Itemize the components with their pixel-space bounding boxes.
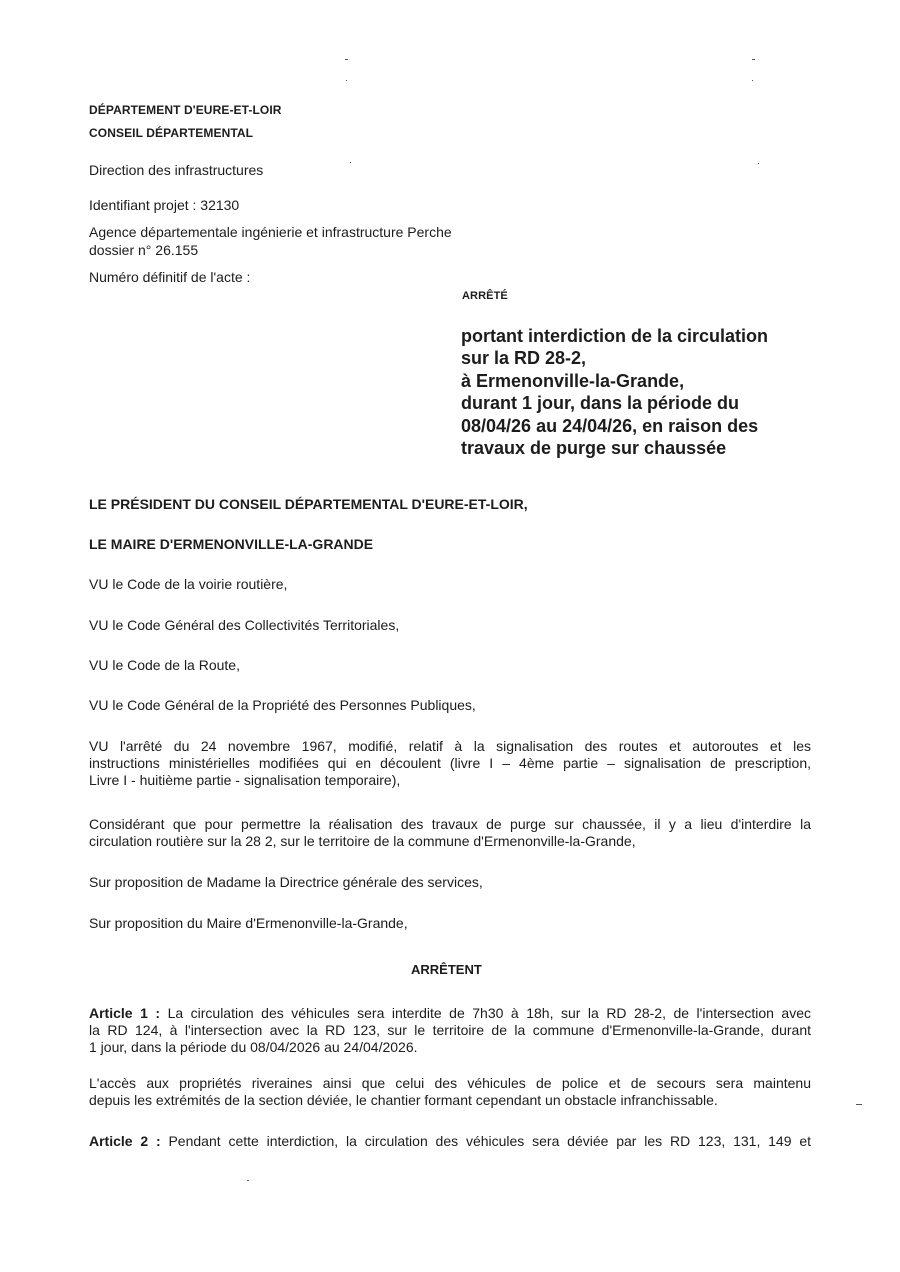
paragraph-line: circulation routière sur la 28 2, sur le territoire de la commune d'Ermenonville-la-Grande, (89, 833, 636, 849)
scan-speck (346, 80, 347, 81)
order-title (461, 325, 861, 459)
direction-name: Direction des infrastructures (89, 162, 264, 178)
vu-clause: VU le Code Général de la Propriété des Personnes Publiques, (89, 697, 476, 713)
agency-name: Agence départementale ingénierie et infrastructure Perche (89, 224, 452, 240)
access-paragraph (89, 1075, 811, 1109)
vu-clause: VU le Code de la voirie routière, (89, 576, 288, 592)
paragraph-line: instructions ministérielles modifiées qui en découlent (livre I – 4ème partie – signalisation de prescription, (89, 755, 811, 771)
article-1-line: 1 jour, dans la période du 08/04/2026 au 24/04/2026. (89, 1039, 418, 1055)
article-1-label: Article 1 : (89, 1005, 161, 1021)
article-1 (89, 1005, 811, 1056)
project-id: Identifiant projet : 32130 (89, 197, 240, 213)
considerant-paragraph (89, 816, 811, 850)
scan-speck (247, 1180, 249, 1181)
article-2-label: Article 2 : (89, 1133, 161, 1149)
act-number-label: Numéro définitif de l'acte : (89, 269, 251, 285)
dossier-number: dossier n° 26.155 (89, 242, 199, 258)
article-1-line: Article 1 : La circulation des véhicules sera interdite de 7h30 à 18h, sur la RD 28-2, de l'intersection avec (89, 1005, 812, 1021)
scan-speck (752, 59, 755, 60)
title-line: à Ermenonville-la-Grande, (461, 370, 685, 391)
authority-president: LE PRÉSIDENT DU CONSEIL DÉPARTEMENTAL D'EURE-ET-LOIR, (89, 496, 528, 512)
proposal-dgs: Sur proposition de Madame la Directrice générale des services, (89, 874, 483, 890)
title-line: sur la RD 28-2, (461, 348, 587, 369)
vu-clause: VU le Code de la Route, (89, 657, 240, 673)
paragraph-line: Livre I - huitième partie - signalisation temporaire), (89, 772, 401, 788)
department-name: DÉPARTEMENT D'EURE-ET-LOIR (89, 103, 282, 117)
scan-speck (350, 162, 351, 163)
article-2 (89, 1133, 811, 1150)
scan-speck (758, 163, 759, 164)
vu-clause: VU le Code Général des Collectivités Territoriales, (89, 617, 400, 633)
authority-mayor: LE MAIRE D'ERMENONVILLE-LA-GRANDE (89, 536, 374, 552)
paragraph-line: L'accès aux propriétés riveraines ainsi que celui des véhicules de police et de secours sera maintenu (89, 1075, 811, 1091)
title-line: portant interdiction de la circulation (461, 326, 769, 346)
article-2-text: Pendant cette interdiction, la circulation des véhicules sera déviée par les RD 123, 131, 149 et (168, 1133, 811, 1149)
article-1-line: la RD 124, à l'intersection avec la RD 123, sur le territoire de la commune d'Ermenonville-la-Grande, durant (89, 1022, 811, 1038)
paragraph-line: VU l'arrêté du 24 novembre 1967, modifié, relatif à la signalisation des routes et autoroutes et les (89, 738, 811, 754)
council-name: CONSEIL DÉPARTEMENTAL (89, 126, 254, 140)
paragraph-line: depuis les extrémités de la section déviée, le chantier formant cependant un obstacle infranchissable. (89, 1092, 718, 1108)
decision-heading: ARRÊTENT (411, 962, 482, 977)
title-line: travaux de purge sur chaussée (461, 438, 727, 459)
vu-arrete-paragraph (89, 738, 811, 789)
proposal-mayor: Sur proposition du Maire d'Ermenonville-la-Grande, (89, 915, 408, 931)
title-line: durant 1 jour, dans la période du (461, 393, 740, 414)
order-type: ARRÊTÉ (462, 290, 508, 302)
scan-speck (752, 80, 753, 81)
scan-speck (856, 1104, 862, 1105)
title-line: 08/04/26 au 24/04/26, en raison des (461, 415, 759, 436)
scan-speck (345, 59, 348, 60)
paragraph-line: Considérant que pour permettre la réalisation des travaux de purge sur chaussée, il y a lieu d'interdire la (89, 816, 811, 832)
